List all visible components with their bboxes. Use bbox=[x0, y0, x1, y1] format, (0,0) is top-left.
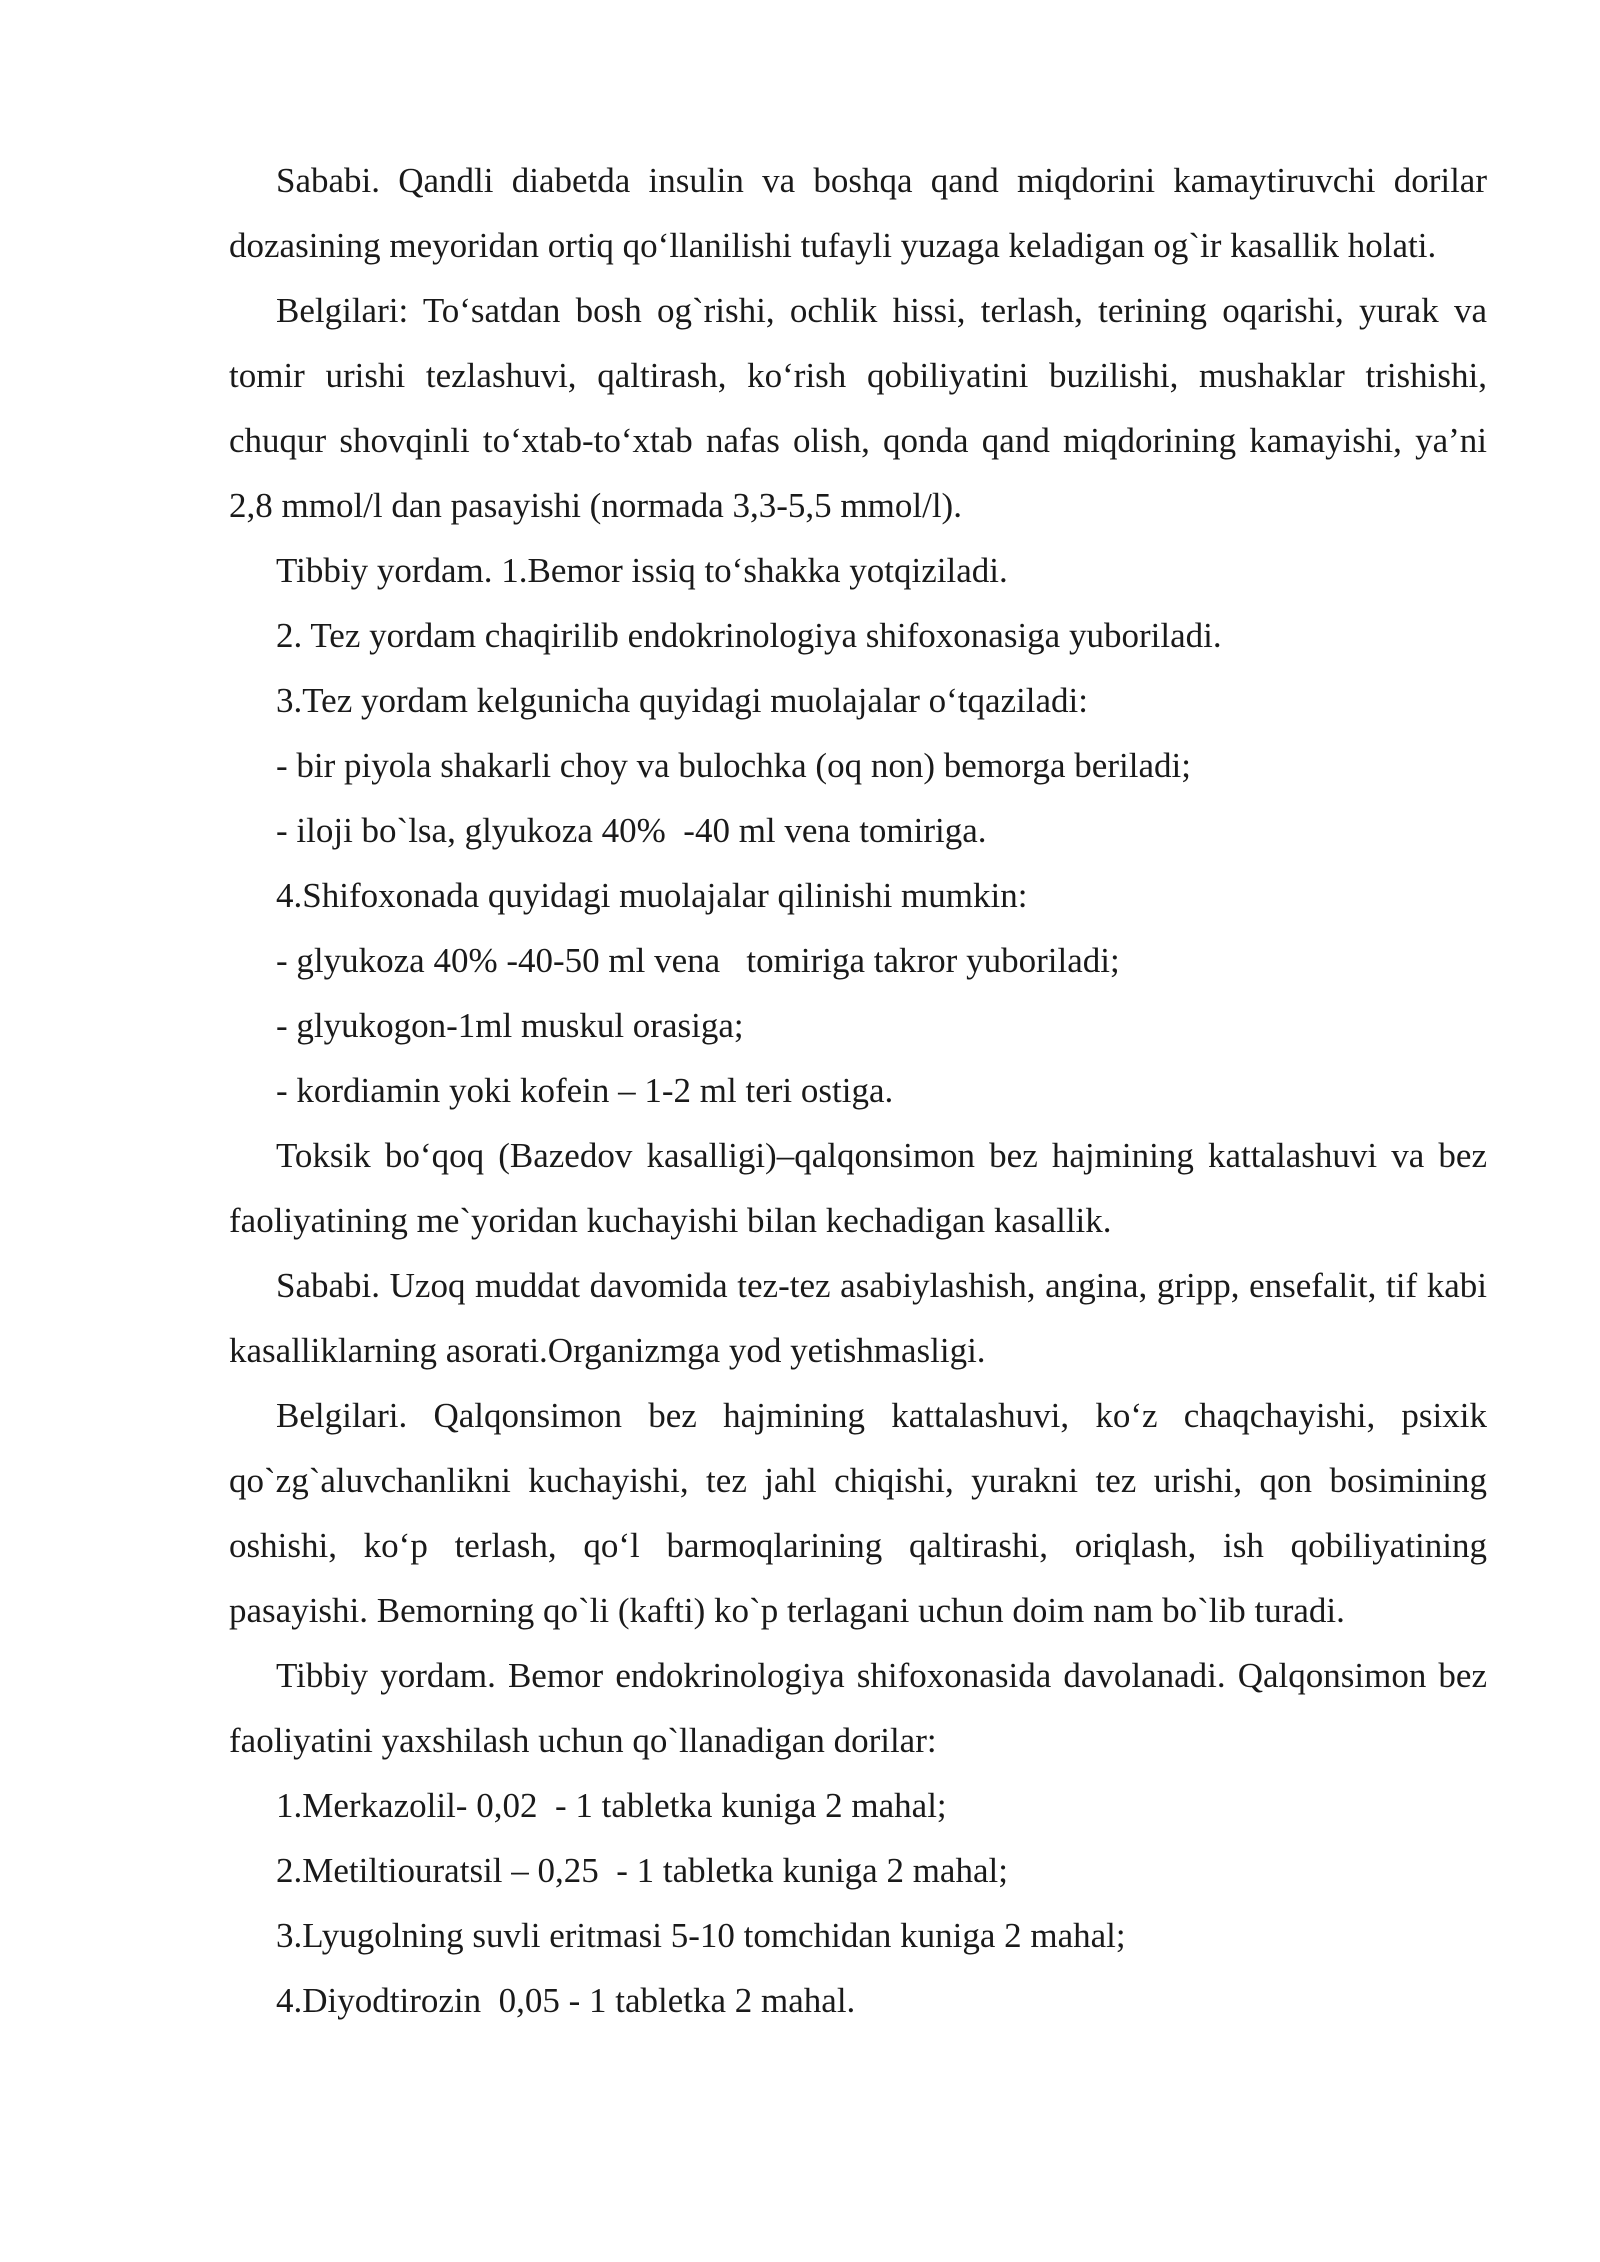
paragraph-first-aid-step-2: 2. Tez yordam chaqirilib endokrinologiya shifoxonasiga yuboriladi. bbox=[276, 616, 1222, 655]
paragraph-hypoglycemia-cause: Sababi. Qandli diabetda insulin va boshqa qand miqdorini kamaytiruvchi dorilar dozasining meyoridan ortiq qo‘llanilishi tufayli yuzaga keladigan og`ir kasallik holati. bbox=[229, 161, 1487, 265]
list-item-glucagon: - glyukogon-1ml muskul orasiga; bbox=[276, 1006, 744, 1045]
list-item-sweet-tea: - bir piyola shakarli choy va bulochka (oq non) bemorga beriladi; bbox=[276, 746, 1191, 785]
document-page bbox=[229, 148, 1487, 2033]
paragraph-goiter-cause: Sababi. Uzoq muddat davomida tez-tez asabiylashish, angina, gripp, ensefalit, tif kabi kasalliklarning asorati.Organizmga yod yetishmasligi. bbox=[229, 1266, 1487, 1370]
list-item-cordiamine: - kordiamin yoki kofein – 1-2 ml teri ostiga. bbox=[276, 1071, 894, 1110]
paragraph-hypoglycemia-symptoms: Belgilari: To‘satdan bosh og`rishi, ochlik hissi, terlash, terining oqarishi, yurak va tomir urishi tezlashuvi, qaltirash, ko‘rish qobiliyatini buzilishi, mushaklar trishishi, chuqur shovqinli to‘xtab-to‘xtab nafas olish, qonda qand miqdorining kamayishi, ya’ni 2,8 mmol/l dan pasayishi (normada 3,3-5,5 mmol/l). bbox=[229, 291, 1487, 525]
paragraph-first-aid-step-1: Tibbiy yordam. 1.Bemor issiq to‘shakka yotqiziladi. bbox=[276, 551, 1008, 590]
list-item-merkazolil: 1.Merkazolil- 0,02 - 1 tabletka kuniga 2 mahal; bbox=[276, 1786, 947, 1825]
list-item-metiltiouratsil: 2.Metiltiouratsil – 0,25 - 1 tabletka kuniga 2 mahal; bbox=[276, 1851, 1008, 1890]
paragraph-first-aid-step-3: 3.Tez yordam kelgunicha quyidagi muolajalar o‘tqaziladi: bbox=[276, 681, 1088, 720]
paragraph-toxic-goiter-definition: Toksik bo‘qoq (Bazedov kasalligi)–qalqonsimon bez hajmining kattalashuvi va bez faoliyatining me`yoridan kuchayishi bilan kechadigan kasallik. bbox=[229, 1136, 1487, 1240]
list-item-diyodtirozin: 4.Diyodtirozin 0,05 - 1 tabletka 2 mahal. bbox=[276, 1981, 856, 2020]
list-item-lugol-solution: 3.Lyugolning suvli eritmasi 5-10 tomchidan kuniga 2 mahal; bbox=[276, 1916, 1126, 1955]
list-item-glucose-repeat: - glyukoza 40% -40-50 ml vena tomiriga takror yuboriladi; bbox=[276, 941, 1120, 980]
paragraph-hospital-treatment: 4.Shifoxonada quyidagi muolajalar qilinishi mumkin: bbox=[276, 876, 1028, 915]
paragraph-goiter-treatment: Tibbiy yordam. Bemor endokrinologiya shifoxonasida davolanadi. Qalqonsimon bez faoliyatini yaxshilash uchun qo`llanadigan dorilar: bbox=[229, 1656, 1487, 1760]
paragraph-goiter-symptoms: Belgilari. Qalqonsimon bez hajmining kattalashuvi, ko‘z chaqchayishi, psixik qo`zg`aluvchanlikni kuchayishi, tez jahl chiqishi, yurakni tez urishi, qon bosimining oshishi, ko‘p terlash, qo‘l barmoqlarining qaltirashi, oriqlash, ish qobiliyatining pasayishi. Bemorning qo`li (kafti) ko`p terlagani uchun doim nam bo`lib turadi. bbox=[229, 1396, 1487, 1630]
list-item-glucose-iv: - iloji bo`lsa, glyukoza 40% -40 ml vena tomiriga. bbox=[276, 811, 987, 850]
